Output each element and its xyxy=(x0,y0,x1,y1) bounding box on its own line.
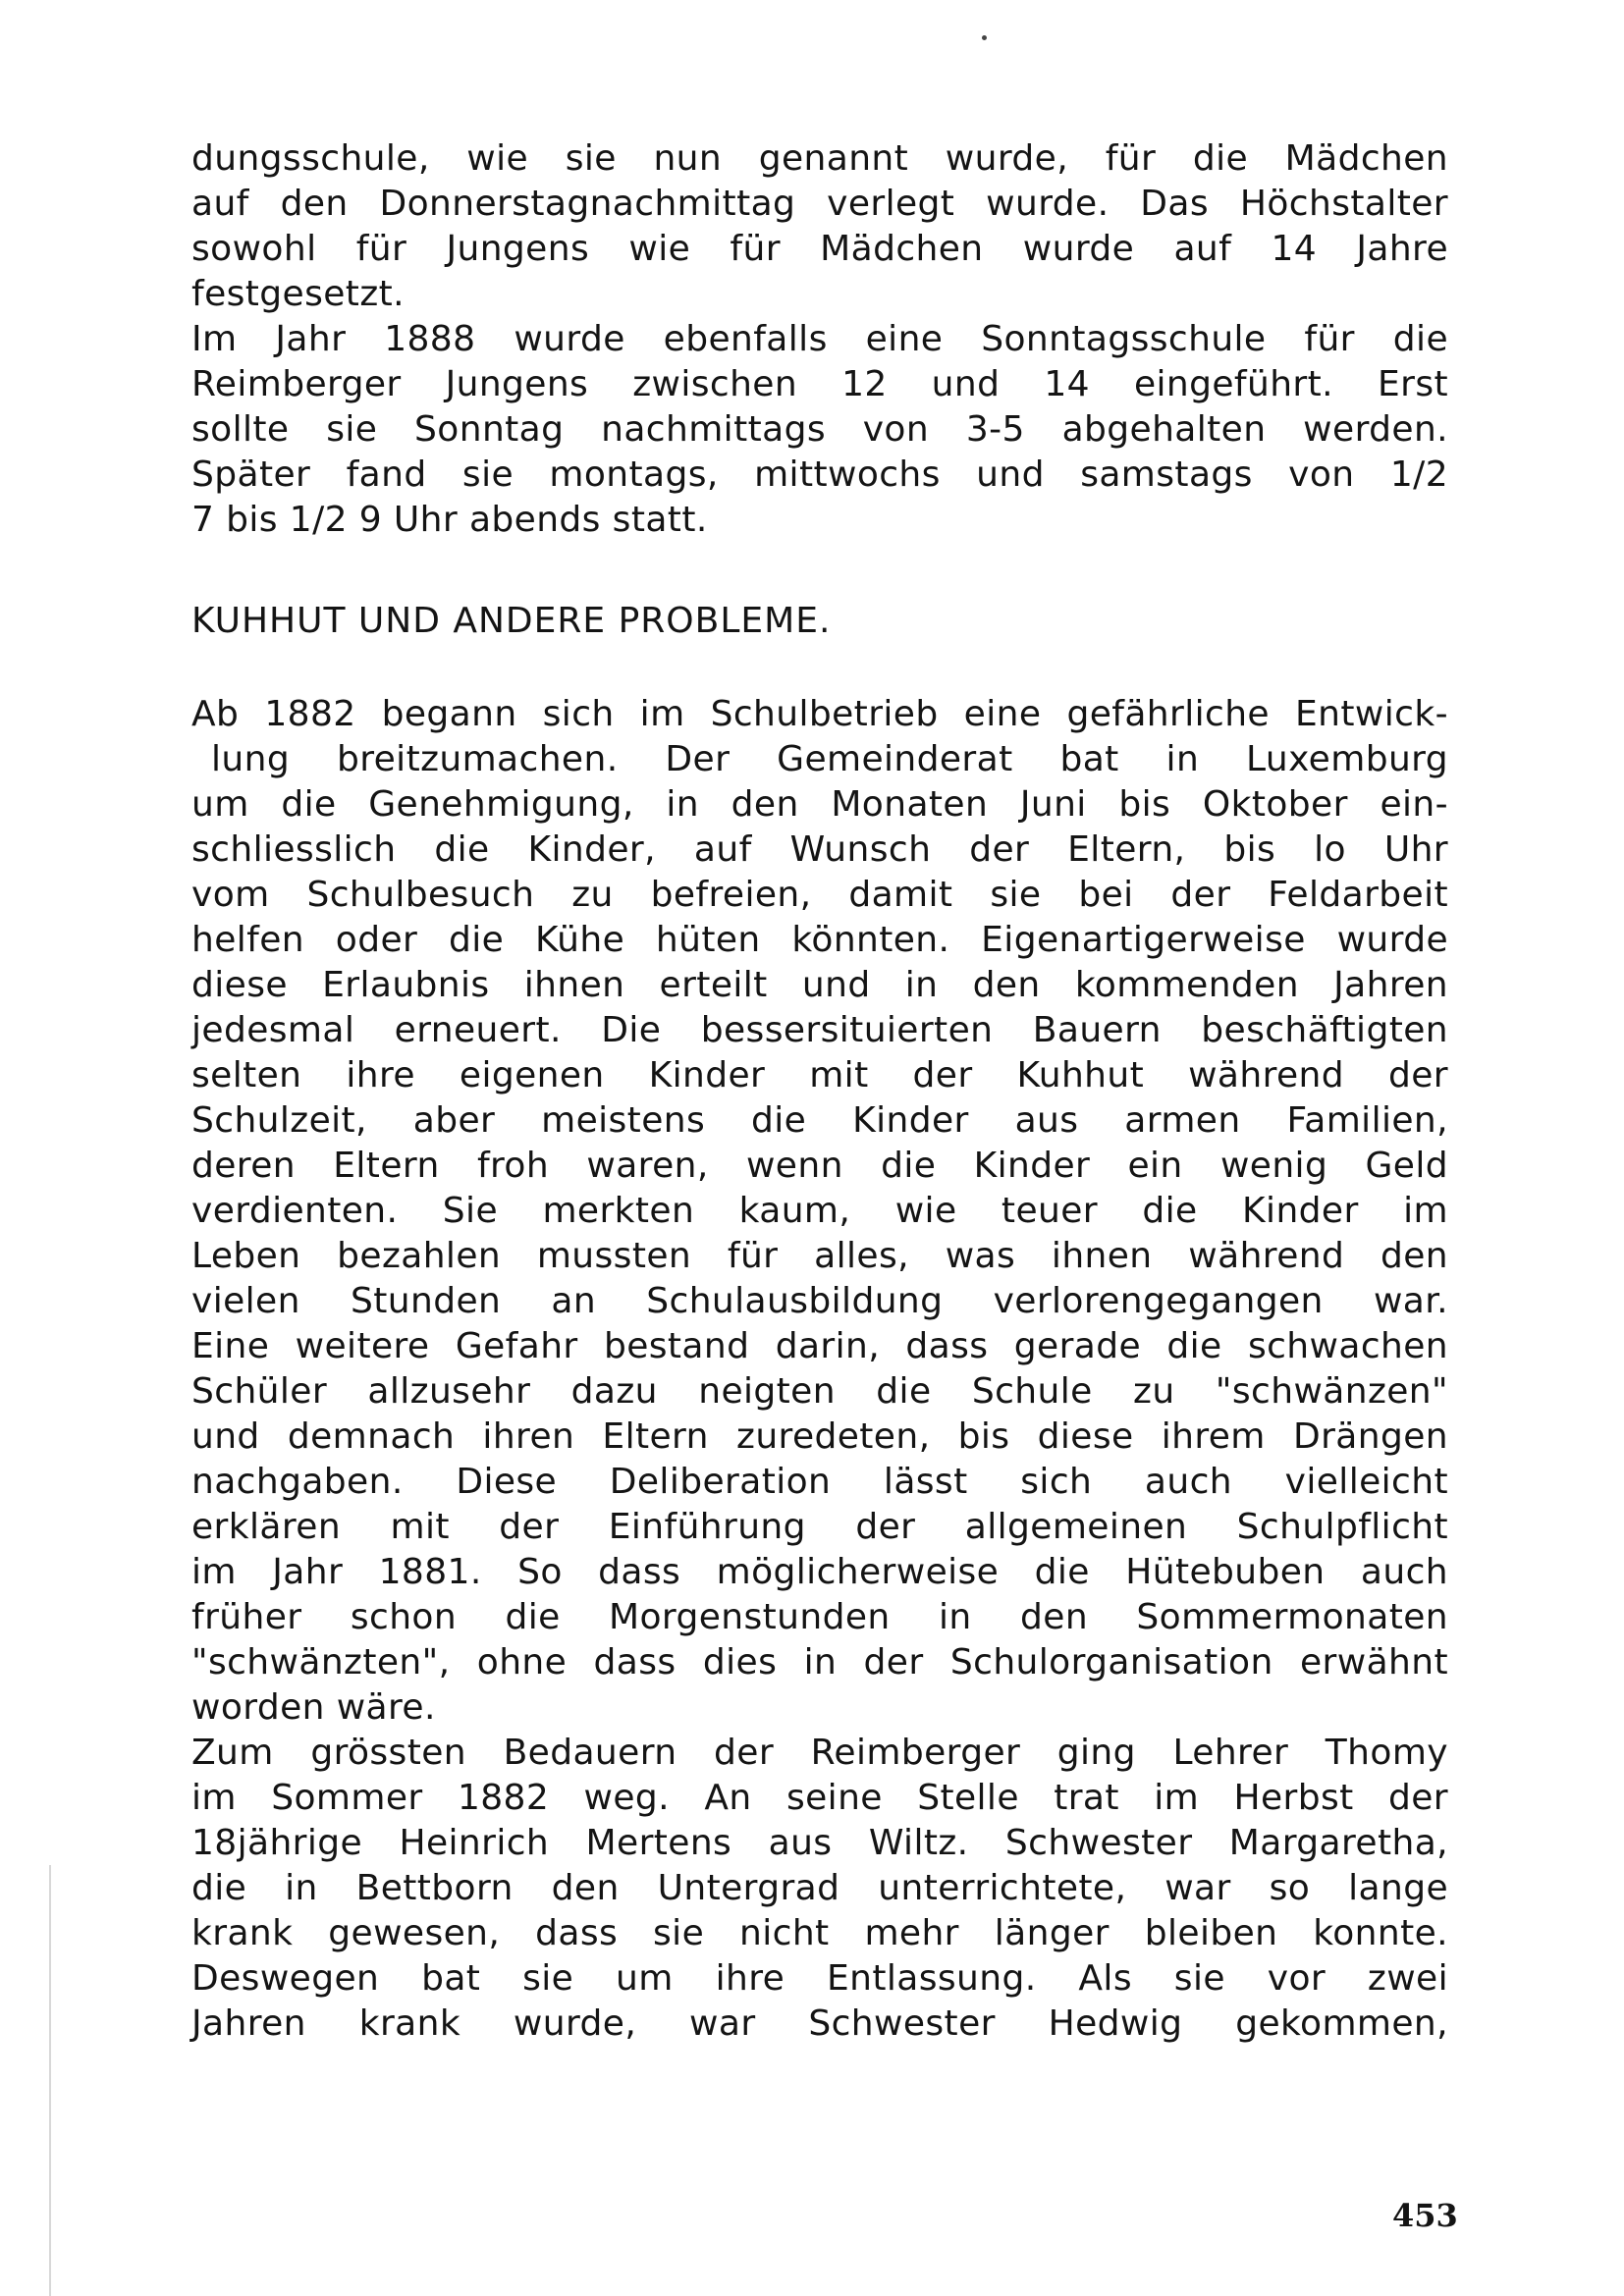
section-heading: KUHHUT UND ANDERE PROBLEME. xyxy=(191,601,832,641)
paragraph-kuhhut xyxy=(191,692,1448,2047)
text-line: um die Genehmigung, in den Monaten Juni bis Oktober ein- xyxy=(191,784,1448,825)
text-line: früher schon die Morgenstunden in den Sommermonaten xyxy=(191,1597,1448,1637)
text-line: und demnach ihren Eltern zuredeten, bis diese ihrem Drängen xyxy=(191,1416,1448,1457)
text-line: Deswegen bat sie um ihre Entlassung. Als sie vor zwei xyxy=(191,1958,1448,1999)
text-line: schliesslich die Kinder, auf Wunsch der Eltern, bis lo Uhr xyxy=(191,829,1448,870)
text-line: Später fand sie montags, mittwochs und samstags von 1/2 xyxy=(191,454,1448,495)
text-line: jedesmal erneuert. Die bessersituierten Bauern beschäftigten xyxy=(191,1010,1448,1050)
page-edge-shadow xyxy=(49,1865,51,2296)
text-line: im Sommer 1882 weg. An seine Stelle trat im Herbst der xyxy=(191,1778,1448,1818)
text-line: sowohl für Jungens wie für Mädchen wurde auf 14 Jahre xyxy=(191,229,1448,269)
text-line: selten ihre eigenen Kinder mit der Kuhhut während der xyxy=(191,1055,1448,1095)
text-line: Leben bezahlen mussten für alles, was ihnen während den xyxy=(191,1236,1448,1276)
text-line: vom Schulbesuch zu befreien, damit sie bei der Feldarbeit xyxy=(191,875,1448,915)
text-line: Jahren krank wurde, war Schwester Hedwig gekommen, xyxy=(191,2003,1448,2044)
text-line: krank gewesen, dass sie nicht mehr länger bleiben konnte. xyxy=(191,1913,1448,1953)
text-line: Schulzeit, aber meistens die Kinder aus armen Familien, xyxy=(191,1100,1448,1141)
text-line: festgesetzt. xyxy=(191,274,405,314)
text-line: deren Eltern froh waren, wenn die Kinder ein wenig Geld xyxy=(191,1146,1448,1186)
text-line: diese Erlaubnis ihnen erteilt und in den kommenden Jahren xyxy=(191,965,1448,1005)
text-line: Ab 1882 begann sich im Schulbetrieb eine gefährliche Entwick- xyxy=(191,694,1448,734)
text-line: Im Jahr 1888 wurde ebenfalls eine Sonntagsschule für die xyxy=(191,319,1448,359)
text-line: die in Bettborn den Untergrad unterrichtete, war so lange xyxy=(191,1868,1448,1908)
text-line: worden wäre. xyxy=(191,1687,436,1728)
text-line: lung breitzumachen. Der Gemeinderat bat in Luxemburg xyxy=(211,739,1448,779)
text-line: Zum grössten Bedauern der Reimberger ging Lehrer Thomy xyxy=(191,1733,1448,1773)
text-line: Reimberger Jungens zwischen 12 und 14 eingeführt. Erst xyxy=(191,364,1448,404)
text-line: im Jahr 1881. So dass möglicherweise die Hütebuben auch xyxy=(191,1552,1448,1592)
text-line: Eine weitere Gefahr bestand darin, dass gerade die schwachen xyxy=(191,1326,1448,1366)
text-line: 7 bis 1/2 9 Uhr abends statt. xyxy=(191,500,708,540)
text-line: erklären mit der Einführung der allgemeinen Schulpflicht xyxy=(191,1507,1448,1547)
speck-mark xyxy=(982,35,987,40)
text-line: helfen oder die Kühe hüten könnten. Eigenartigerweise wurde xyxy=(191,920,1448,960)
text-line: Schüler allzusehr dazu neigten die Schule zu "schwänzen" xyxy=(191,1371,1448,1412)
text-line: "schwänzten", ohne dass dies in der Schulorganisation erwähnt xyxy=(191,1642,1448,1682)
text-line: nachgaben. Diese Deliberation lässt sich auch vielleicht xyxy=(191,1462,1448,1502)
text-line: 18jährige Heinrich Mertens aus Wiltz. Schwester Margaretha, xyxy=(191,1823,1448,1863)
text-line: vielen Stunden an Schulausbildung verlorengegangen war. xyxy=(191,1281,1448,1321)
page-number: 453 xyxy=(1392,2197,1458,2234)
text-line: verdienten. Sie merkten kaum, wie teuer die Kinder im xyxy=(191,1191,1448,1231)
text-line: sollte sie Sonntag nachmittags von 3-5 abgehalten werden. xyxy=(191,409,1448,450)
text-line: auf den Donnerstagnachmittag verlegt wurde. Das Höchstalter xyxy=(191,184,1448,224)
paragraph-continuation xyxy=(191,136,1448,543)
text-line: dungsschule, wie sie nun genannt wurde, für die Mädchen xyxy=(191,138,1448,179)
